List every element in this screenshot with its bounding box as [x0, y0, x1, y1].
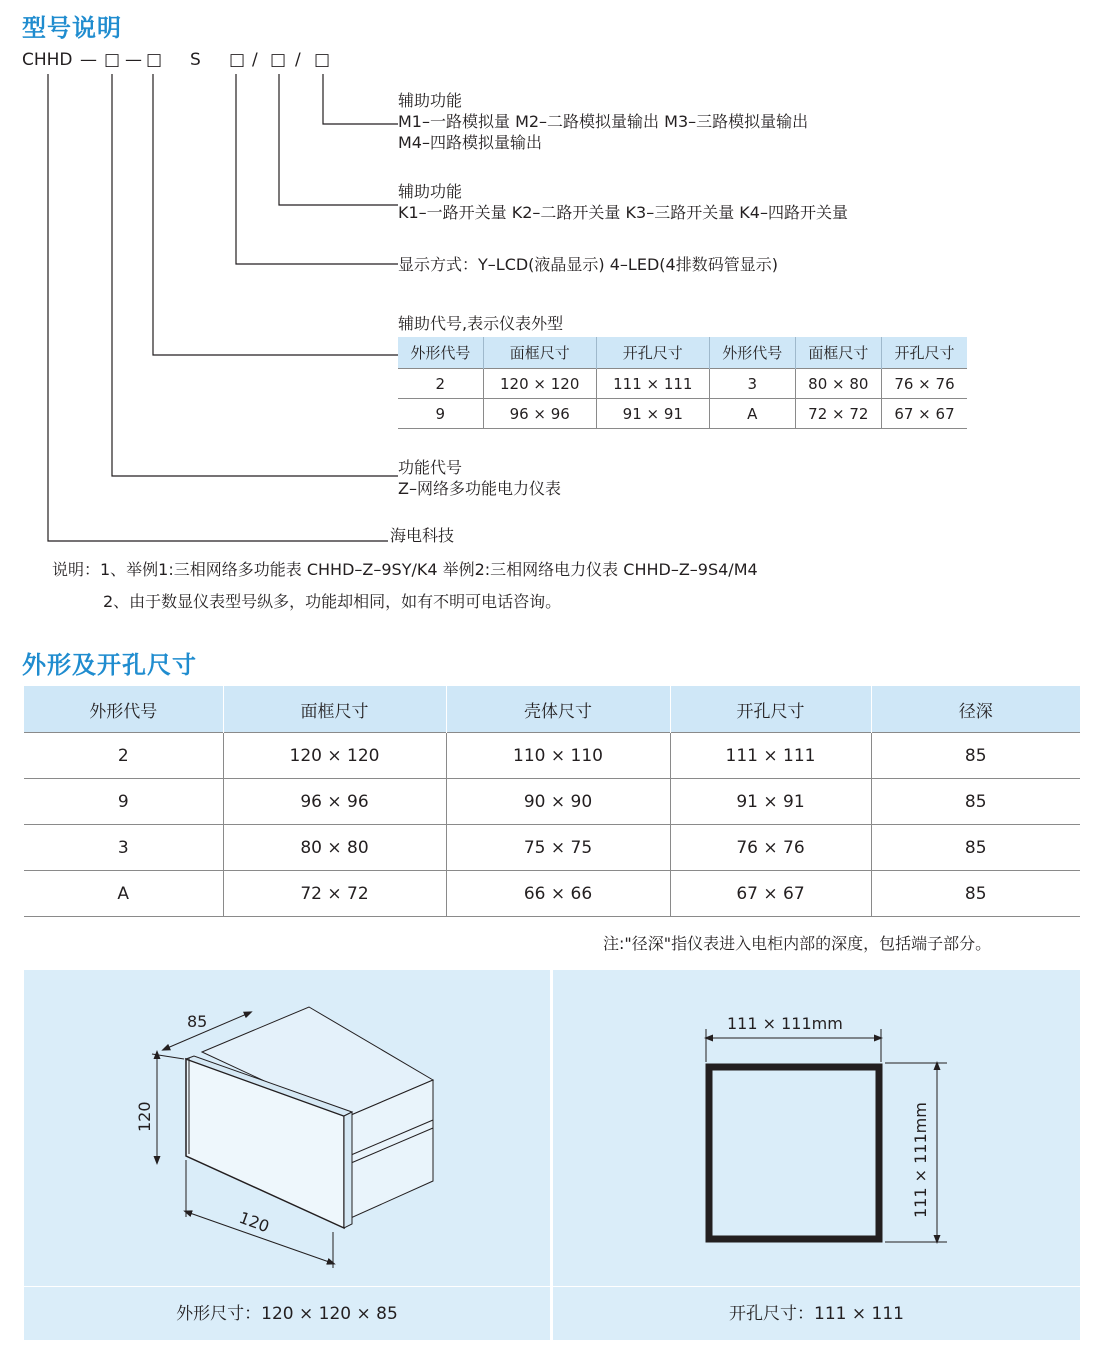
- table-header-row: [24, 686, 1080, 733]
- table-cell: 96 × 96: [483, 399, 596, 429]
- model-code-box: □: [229, 50, 246, 70]
- table-header-cell: 径深: [871, 686, 1080, 733]
- table-header-cell: 面框尺寸: [483, 337, 596, 369]
- table-cell: A: [709, 399, 795, 429]
- model-code-box: □: [146, 50, 163, 70]
- table-cell: 80 × 80: [223, 825, 446, 871]
- model-code-dash: —: [125, 50, 142, 70]
- model-code-s: S: [190, 50, 201, 70]
- table-cell: 72 × 72: [795, 399, 881, 429]
- model-code-slash: /: [295, 50, 301, 70]
- model-code-box: □: [104, 50, 121, 70]
- table-row: [24, 871, 1080, 917]
- table-header-cell: 壳体尺寸: [446, 686, 670, 733]
- table-cell: 75 × 75: [446, 825, 670, 871]
- table-cell: 85: [871, 733, 1080, 779]
- table-cell: A: [24, 871, 223, 917]
- note-example: 说明：1、举例1:三相网络多功能表 CHHD–Z–9SY/K4 举例2:三相网络电力仪表 CHHD–Z–9S4/M4: [52, 560, 758, 579]
- model-code-prefix: CHHD: [22, 50, 73, 70]
- model-leader-lines: [0, 0, 1102, 560]
- aux-k-options: K1–一路开关量 K2–二路开关量 K3–三路开关量 K4–四路开关量: [398, 203, 848, 222]
- table-cell: 110 × 110: [446, 733, 670, 779]
- table-cell: 120 × 120: [223, 733, 446, 779]
- table-header-cell: 面框尺寸: [795, 337, 881, 369]
- dimensions-title: 外形及开孔尺寸: [22, 651, 197, 679]
- table-header-cell: 外形代号: [24, 686, 223, 733]
- model-code-box: □: [270, 50, 287, 70]
- model-description-title: 型号说明: [22, 14, 122, 42]
- aux-k-heading: 辅助功能: [398, 182, 463, 201]
- cutout-top-dim: 111 × 111mm: [727, 1014, 843, 1033]
- cutout-side-dim: 111 × 111mm: [911, 1102, 930, 1218]
- table-cell: 76 × 76: [670, 825, 871, 871]
- model-code-dash: —: [80, 50, 97, 70]
- aux-m-heading: 辅助功能: [398, 91, 463, 110]
- table-cell: 90 × 90: [446, 779, 670, 825]
- table-cell: 66 × 66: [446, 871, 670, 917]
- table-cell: 85: [871, 825, 1080, 871]
- table-cell: 91 × 91: [596, 399, 709, 429]
- width-label: 120: [236, 1207, 272, 1237]
- table-header-cell: 面框尺寸: [223, 686, 446, 733]
- table-row: [398, 399, 967, 429]
- table-cell: 96 × 96: [223, 779, 446, 825]
- outline-caption: 外形尺寸：120 × 120 × 85: [24, 1286, 550, 1341]
- table-cell: 111 × 111: [670, 733, 871, 779]
- depth-label: 85: [187, 1012, 208, 1031]
- table-header-cell: 开孔尺寸: [881, 337, 967, 369]
- aux-m-options-2: M4–四路模拟量输出: [398, 133, 542, 152]
- outline-drawing: [24, 970, 550, 1286]
- note-consult: 2、由于数显仪表型号纵多，功能却相同，如有不明可电话咨询。: [103, 592, 562, 611]
- table-cell: 76 × 76: [881, 369, 967, 399]
- dimensions-table: [24, 686, 1080, 917]
- func-code-option: Z–网络多功能电力仪表: [398, 479, 561, 498]
- cutout-drawing: [553, 970, 1080, 1286]
- cutout-drawing-panel: [553, 970, 1080, 1340]
- table-cell: 67 × 67: [670, 871, 871, 917]
- table-cell: 9: [24, 779, 223, 825]
- table-cell: 91 × 91: [670, 779, 871, 825]
- outline-drawing-panel: [24, 970, 550, 1340]
- table-header-cell: 外形代号: [709, 337, 795, 369]
- brand-name: 海电科技: [390, 526, 455, 545]
- cutout-square: [709, 1067, 879, 1239]
- table-cell: 120 × 120: [483, 369, 596, 399]
- table-row: [24, 733, 1080, 779]
- table-cell: 3: [709, 369, 795, 399]
- aux-m-options: M1–一路模拟量 M2–二路模拟量输出 M3–三路模拟量输出: [398, 112, 809, 131]
- display-mode: 显示方式：Y–LCD(液晶显示) 4–LED(4排数码管显示): [398, 255, 778, 274]
- table-header-cell: 开孔尺寸: [670, 686, 871, 733]
- table-cell: 111 × 111: [596, 369, 709, 399]
- table-cell: 3: [24, 825, 223, 871]
- table-cell: 80 × 80: [795, 369, 881, 399]
- table-header-cell: 开孔尺寸: [596, 337, 709, 369]
- table-cell: 85: [871, 871, 1080, 917]
- table-header-row: [398, 337, 967, 369]
- table-row: [398, 369, 967, 399]
- height-label: 120: [135, 1101, 154, 1132]
- table-cell: 2: [398, 369, 483, 399]
- table-cell: 67 × 67: [881, 399, 967, 429]
- aux-code-heading: 辅助代号,表示仪表外型: [398, 314, 564, 333]
- model-code-slash: /: [252, 50, 258, 70]
- table-cell: 2: [24, 733, 223, 779]
- cutout-caption: 开孔尺寸：111 × 111: [553, 1286, 1080, 1341]
- func-code-heading: 功能代号: [398, 458, 463, 477]
- table-row: [24, 825, 1080, 871]
- table-cell: 72 × 72: [223, 871, 446, 917]
- table-cell: 85: [871, 779, 1080, 825]
- model-code-box: □: [314, 50, 331, 70]
- depth-note: 注:"径深"指仪表进入电柜内部的深度，包括端子部分。: [603, 934, 992, 953]
- table-cell: 9: [398, 399, 483, 429]
- aux-code-table: [398, 337, 967, 429]
- table-row: [24, 779, 1080, 825]
- table-header-cell: 外形代号: [398, 337, 483, 369]
